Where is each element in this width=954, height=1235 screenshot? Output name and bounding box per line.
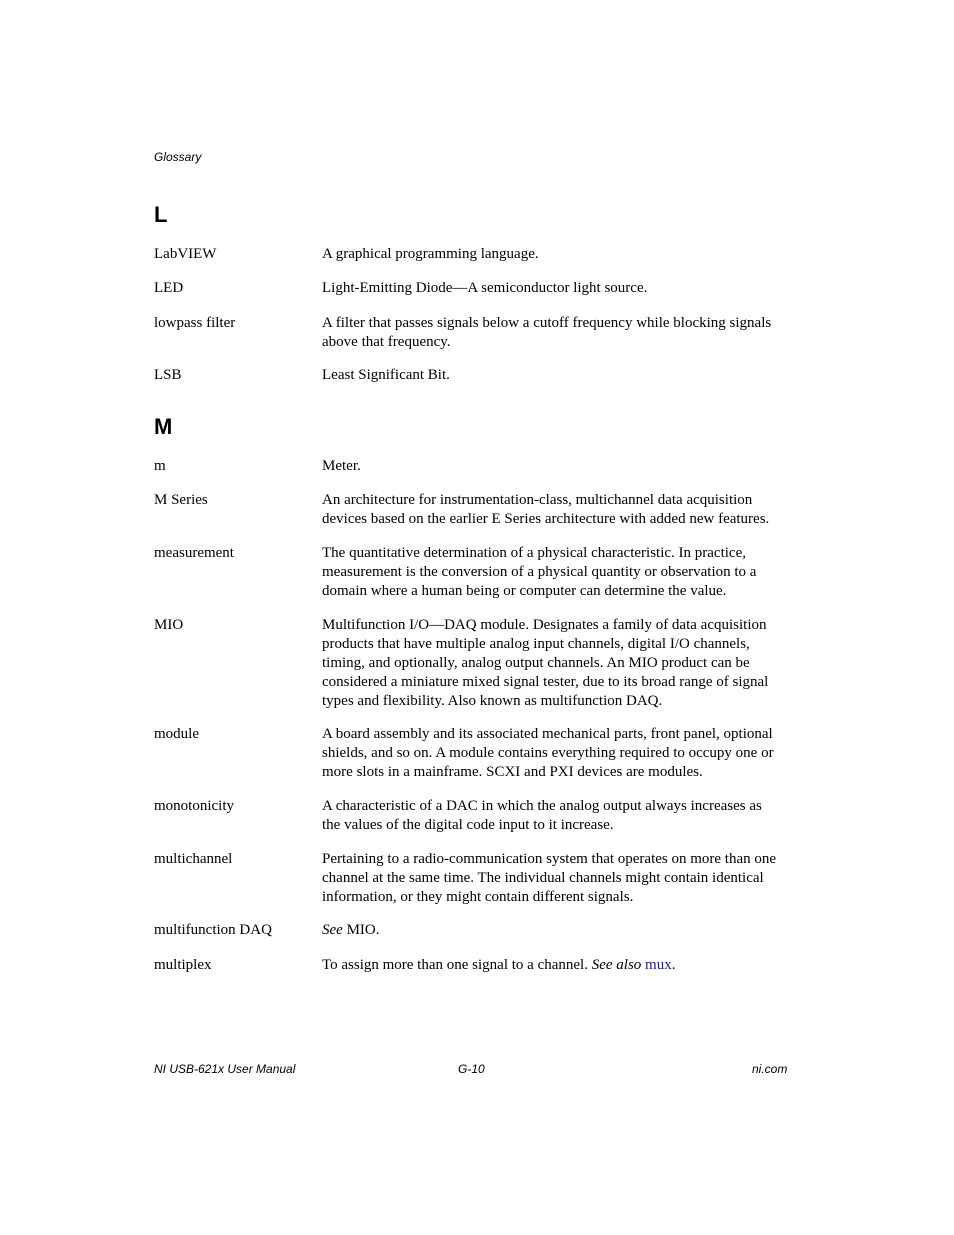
glossary-term: monotonicity: [154, 798, 234, 814]
running-header: Glossary: [154, 150, 202, 164]
glossary-term: MIO: [154, 617, 184, 633]
glossary-definition: Multifunction I/O—DAQ module. Designates a family of data acquisition products that have multiple analog input channels, digital I/O channels, timing, and optionally, analog output channels. An MIO product can be considered a miniature mixed signal tester, due to its broad range of signal types and flexibility. Also known as multifunction DAQ.: [322, 617, 769, 709]
glossary-term: multichannel: [154, 851, 233, 867]
footer-page-number: G-10: [458, 1062, 485, 1076]
glossary-definition: A filter that passes signals below a cutoff frequency while blocking signals above that frequency.: [322, 315, 772, 350]
glossary-definition: Light-Emitting Diode—A semiconductor light source.: [322, 280, 648, 296]
glossary-definition: A graphical programming language.: [322, 246, 539, 262]
glossary-definition: Least Significant Bit.: [322, 367, 450, 383]
mux-link[interactable]: mux: [645, 957, 672, 973]
glossary-term: LED: [154, 280, 184, 296]
glossary-definition: To assign more than one signal to a channel. See also mux.: [322, 957, 676, 973]
glossary-term: multifunction DAQ: [154, 922, 272, 938]
glossary-term: measurement: [154, 545, 234, 561]
section-heading-l: L: [154, 202, 168, 227]
glossary-term: LabVIEW: [154, 246, 217, 262]
see-also-reference: See also: [591, 957, 642, 973]
glossary-term: m: [154, 458, 166, 474]
glossary-term: multiplex: [154, 957, 212, 973]
glossary-definition: A characteristic of a DAC in which the analog output always increases as the values of the digital code input to it increase.: [322, 798, 762, 833]
glossary-term: LSB: [154, 367, 182, 383]
see-reference: See: [322, 922, 343, 938]
glossary-definition: See MIO.: [322, 922, 380, 938]
glossary-definition: Pertaining to a radio-communication system that operates on more than one channel at the same time. The individual channels might contain identical information, or they might contain different signals.: [322, 851, 777, 905]
glossary-definition: A board assembly and its associated mechanical parts, front panel, optional shields, and so on. A module contains everything required to occupy one or more slots in a mainframe. SCXI and PXI devices are modules.: [322, 726, 774, 780]
section-heading-m: M: [154, 414, 173, 439]
glossary-definition: The quantitative determination of a physical characteristic. In practice, measurement is the conversion of a physical quantity or observation to a domain where a human being or computer can determine the value.: [322, 545, 757, 599]
glossary-definition: An architecture for instrumentation-class, multichannel data acquisition devices based on the earlier E Series architecture with added new features.: [322, 492, 770, 527]
glossary-term: module: [154, 726, 199, 742]
footer-manual-title: NI USB-621x User Manual: [154, 1062, 296, 1076]
footer-website: ni.com: [752, 1062, 788, 1076]
glossary-term: M Series: [154, 492, 208, 508]
glossary-definition: Meter.: [322, 458, 361, 474]
glossary-term: lowpass filter: [154, 315, 236, 331]
